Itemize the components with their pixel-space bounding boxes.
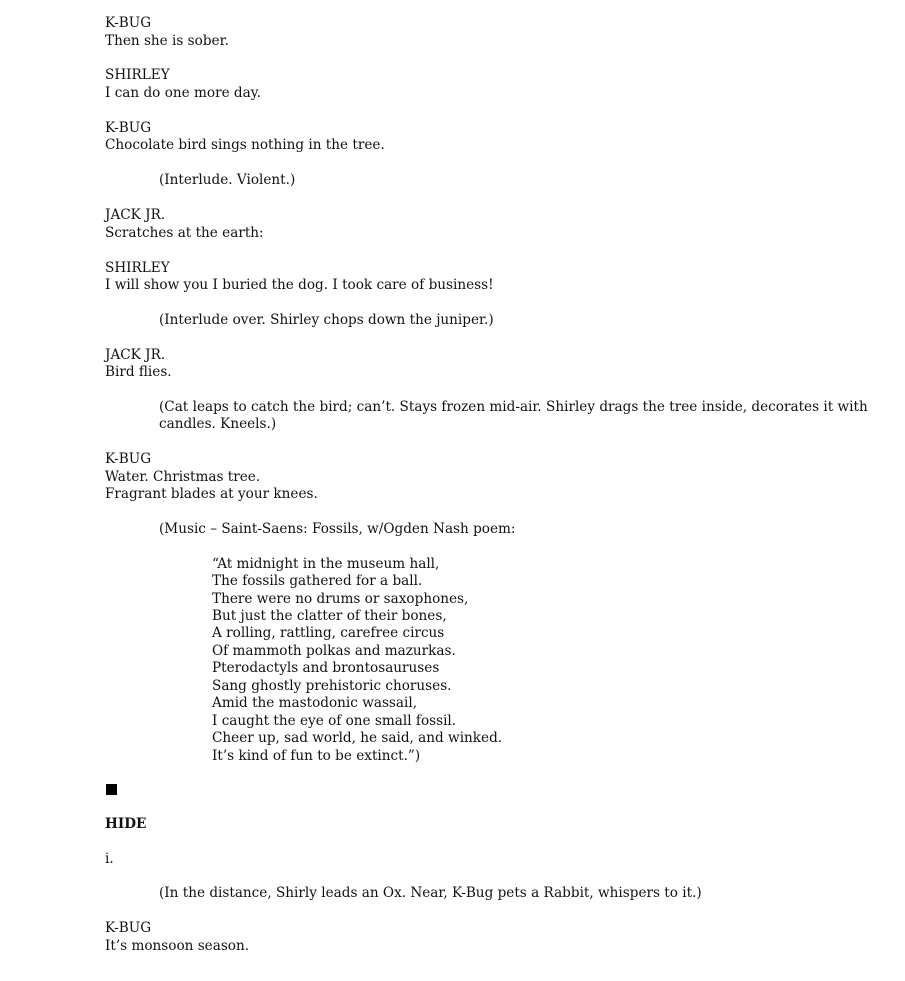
poem-line: It’s kind of fun to be extinct.”) — [212, 748, 421, 764]
poem-line: Amid the mastodonic wassail, — [212, 695, 418, 711]
dialogue-line: I will show you I buried the dog. I took care of business! — [105, 277, 494, 293]
stage-direction: (Cat leaps to catch the bird; can’t. Stays frozen mid-air. Shirley drags the tree inside, decorates it with — [159, 399, 868, 415]
speaker-name: JACK JR. — [105, 347, 166, 363]
poem-line: The fossils gathered for a ball. — [212, 573, 423, 589]
poem-line: Of mammoth polkas and mazurkas. — [212, 643, 456, 659]
speaker-name: K-BUG — [105, 451, 152, 467]
dialogue-line: Water. Christmas tree. — [105, 469, 261, 485]
poem-line: Pterodactyls and brontosauruses — [212, 660, 440, 676]
speaker-name: K-BUG — [105, 120, 152, 136]
stage-direction: candles. Kneels.) — [159, 416, 277, 432]
section-title: HIDE — [105, 816, 147, 832]
poem-line: A rolling, rattling, carefree circus — [212, 625, 445, 641]
dialogue-line: It’s monsoon season. — [105, 938, 250, 954]
dialogue-line: Fragrant blades at your knees. — [105, 486, 318, 502]
dialogue-line: Then she is sober. — [105, 33, 229, 49]
stage-direction: (In the distance, Shirly leads an Ox. Near, K-Bug pets a Rabbit, whispers to it.) — [159, 885, 702, 901]
dialogue-line: Scratches at the earth: — [105, 225, 264, 241]
dialogue-line: Bird flies. — [105, 364, 172, 380]
poem-line: Sang ghostly prehistoric choruses. — [212, 678, 452, 694]
speaker-name: SHIRLEY — [105, 67, 170, 83]
scene-number: i. — [105, 851, 114, 867]
speaker-name: K-BUG — [105, 920, 152, 936]
black-square-icon — [106, 784, 117, 795]
poem-line: Cheer up, sad world, he said, and winked. — [212, 730, 503, 746]
stage-direction: (Music – Saint-Saens: Fossils, w/Ogden Nash poem: — [159, 521, 516, 537]
dialogue-line: Chocolate bird sings nothing in the tree. — [105, 137, 385, 153]
poem-line: I caught the eye of one small fossil. — [212, 713, 457, 729]
dialogue-line: I can do one more day. — [105, 85, 261, 101]
stage-direction: (Interlude over. Shirley chops down the juniper.) — [159, 312, 494, 328]
poem-line: But just the clatter of their bones, — [212, 608, 447, 624]
speaker-name: JACK JR. — [105, 207, 166, 223]
stage-direction: (Interlude. Violent.) — [159, 172, 296, 188]
poem-line: There were no drums or saxophones, — [212, 591, 469, 607]
speaker-name: SHIRLEY — [105, 260, 170, 276]
poem-line: “At midnight in the museum hall, — [212, 556, 440, 572]
speaker-name: K-BUG — [105, 15, 152, 31]
